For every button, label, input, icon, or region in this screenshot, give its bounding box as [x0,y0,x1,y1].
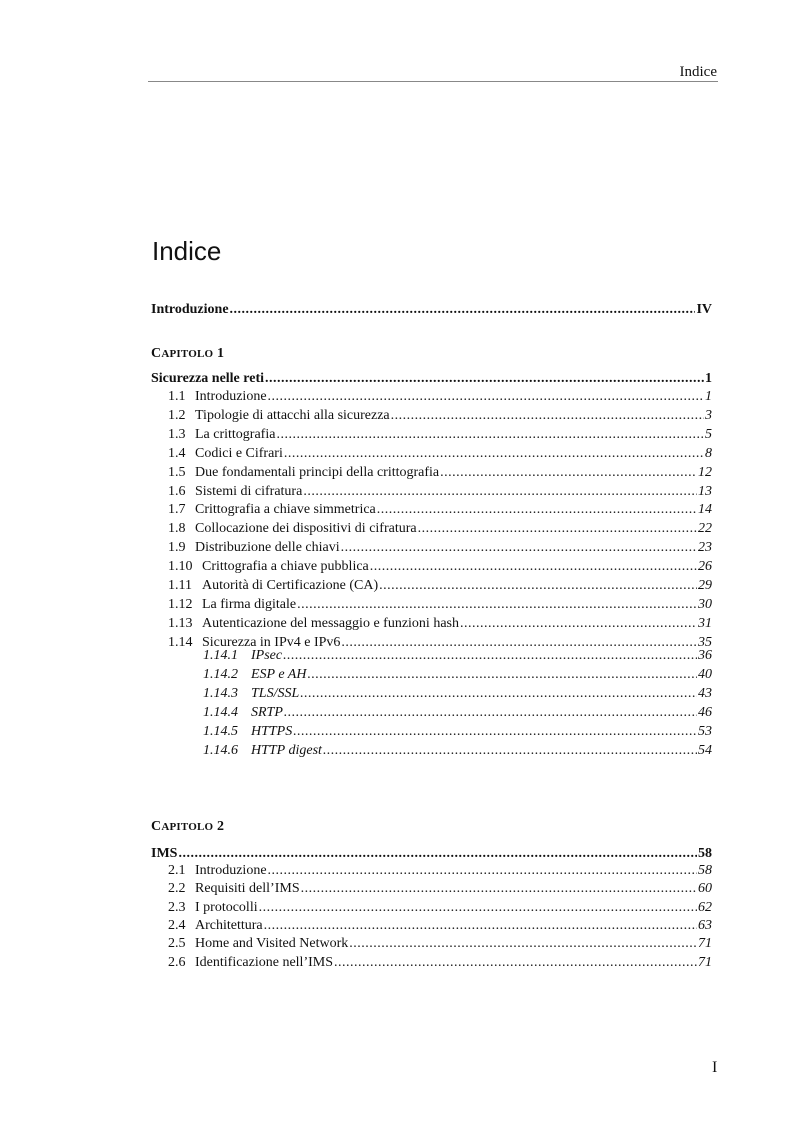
toc-entry-number: 1.9 [168,540,186,556]
header-rule [148,81,718,82]
toc-entry-title: SRTP [251,704,283,720]
toc-entry[interactable] [168,445,712,463]
running-header-title: Indice [679,64,717,80]
toc-entry-title: Architettura [195,917,263,933]
toc-entry-title: Autenticazione del messaggio e funzioni hash [202,615,459,631]
toc-entry[interactable] [168,407,712,425]
toc-entry-number: 2.4 [168,917,186,933]
toc-entry-number: 2.6 [168,954,186,970]
toc-entry[interactable] [168,464,712,482]
toc-entry-page: 30 [698,596,712,612]
dot-leader [301,880,697,898]
toc-chapter-2[interactable] [151,845,712,863]
toc-entry-number: 1.5 [168,464,186,480]
toc-entry-page: 46 [698,704,712,720]
toc-entry-title: Identificazione nell’IMS [195,954,334,970]
dot-leader [284,704,697,722]
toc-entry[interactable] [203,666,712,684]
dot-leader [377,501,697,519]
toc-entry-number: 1.1 [168,389,186,404]
toc-entry[interactable] [203,647,712,665]
page-number: I [712,1059,718,1076]
toc-entry-number: 2.1 [168,863,186,878]
toc-entry-page: 40 [698,666,712,682]
toc-entry[interactable] [168,954,712,972]
chapter-2-label: CAPITOLO 2 [151,819,225,834]
dot-leader [293,723,697,741]
dot-leader [283,647,697,665]
toc-entry-page: 54 [698,742,712,758]
toc-entry[interactable] [168,520,712,538]
toc-entry-number: 1.4 [168,445,186,461]
dot-leader [379,577,697,595]
toc-entry-page: 60 [698,881,712,897]
toc-entry[interactable] [168,615,712,633]
toc-entry-title: HTTP digest [251,742,322,758]
dot-leader [418,520,697,538]
toc-entry-introduzione[interactable] [151,301,712,319]
dot-leader [370,558,697,576]
toc-entry[interactable] [168,388,712,406]
chapter-1-label: CAPITOLO 1 [151,346,225,361]
toc-entry-title: Crittografia a chiave simmetrica [195,502,376,518]
toc-entry-page: 31 [698,615,712,631]
toc-entry-number: 1.14 [168,634,193,650]
dot-leader [284,445,704,463]
toc-entry[interactable] [203,704,712,722]
dot-leader [303,483,697,501]
toc-entry-title: ESP e AH [251,666,307,682]
toc-entry-number: 2.3 [168,899,186,915]
toc-entry-number: 1.6 [168,483,186,499]
toc-entry-number: 1.8 [168,521,186,537]
toc-entry-title: Sicurezza in IPv4 e IPv6 [202,634,341,650]
toc-entry-page: 3 [705,407,712,423]
dot-leader [297,596,697,614]
toc-entry-number: 1.10 [168,559,193,575]
toc-entry-title: Codici e Cifrari [195,445,283,461]
toc-entry[interactable] [168,899,712,917]
toc-entry-number: 1.13 [168,615,193,631]
toc-entry-number: 1.2 [168,407,186,423]
toc-entry-page: 43 [698,685,712,701]
toc-entry[interactable] [168,539,712,557]
dot-leader [264,917,697,935]
toc-entry-number: 2.5 [168,936,186,952]
toc-entry[interactable] [203,742,712,760]
toc-entry-title: Introduzione [151,302,229,317]
toc-entry[interactable] [168,862,712,880]
dot-leader [265,370,704,388]
toc-entry-page: 14 [698,502,712,518]
toc-entry-page: 63 [698,917,712,933]
toc-entry-title: Introduzione [195,863,267,878]
toc-entry-title: IPsec [251,648,283,663]
dot-leader [391,407,704,425]
toc-entry-page: 29 [698,578,712,593]
toc-entry-number: 1.14.4 [203,704,238,720]
toc-entry-title: Distribuzione delle chiavi [195,540,340,556]
toc-entry-page: 12 [698,464,712,480]
page-title: Indice [152,236,222,266]
toc-entry-title: La crittografia [195,426,276,442]
toc-entry-title: Autorità di Certificazione (CA) [202,578,379,593]
dot-leader [276,426,704,444]
toc-entry[interactable] [203,723,712,741]
dot-leader [259,899,697,917]
toc-entry-page: 13 [698,483,712,499]
toc-entry[interactable] [168,596,712,614]
toc-entry[interactable] [203,685,712,703]
dot-leader [178,845,697,863]
toc-entry-page: 36 [698,648,712,663]
toc-entry-number: 1.14.3 [203,685,238,701]
toc-entry-page: IV [696,302,712,317]
dot-leader [349,935,697,953]
toc-entry-number: 1.7 [168,502,186,518]
dot-leader [341,539,697,557]
toc-entry-number: 1.12 [168,596,193,612]
toc-entry-page: 8 [705,445,712,461]
toc-chapter-1[interactable] [151,370,712,388]
dot-leader [440,464,697,482]
toc-entry-number: 1.14.1 [203,648,238,663]
toc-entry-title: La firma digitale [202,596,297,612]
toc-entry-title: HTTPS [251,723,293,739]
toc-entry-title: Home and Visited Network [195,936,349,952]
toc-entry[interactable] [168,558,712,576]
dot-leader [323,742,697,760]
toc-entry-title: Tipologie di attacchi alla sicurezza [195,407,390,423]
dot-leader [268,388,704,406]
toc-entry-page: 71 [698,954,712,970]
toc-entry[interactable] [168,501,712,519]
toc-entry-number: 2.2 [168,881,186,897]
dot-leader [307,666,697,684]
toc-chapter-title: Sicurezza nelle reti [151,371,264,386]
toc-entry-number: 1.14.2 [203,666,238,682]
toc-entry-title: I protocolli [195,899,258,915]
toc-entry[interactable] [168,917,712,935]
toc-entry-title: Due fondamentali principi della crittografia [195,464,440,480]
toc-entry-title: Introduzione [195,389,267,404]
toc-entry[interactable] [168,426,712,444]
toc-entry-number: 1.3 [168,426,186,442]
toc-entry-title: Collocazione dei dispositivi di cifratura [195,521,417,537]
toc-entry[interactable] [168,577,712,595]
toc-entry-title: TLS/SSL [251,685,300,701]
toc-entry[interactable] [168,935,712,953]
dot-leader [334,954,697,972]
dot-leader [268,862,697,880]
toc-entry-number: 1.14.6 [203,742,238,758]
toc-entry-number: 1.14.5 [203,723,238,739]
toc-entry-title: Sistemi di cifratura [195,483,303,499]
toc-entry-page: 35 [698,634,712,650]
toc-entry-page: 62 [698,899,712,915]
toc-entry-page: 58 [698,863,712,878]
toc-entry-number: 1.11 [168,578,192,593]
dot-leader [230,301,696,319]
toc-entry-page: 1 [705,389,712,404]
toc-entry-page: 22 [698,521,712,537]
toc-entry-page: 23 [698,540,712,556]
toc-chapter-page: 58 [698,846,712,861]
dot-leader [460,615,697,633]
toc-entry-title: Crittografia a chiave pubblica [202,559,369,575]
toc-entry-page: 71 [698,936,712,952]
toc-entry-page: 53 [698,723,712,739]
toc-entry[interactable] [168,880,712,898]
toc-entry-page: 5 [705,426,712,442]
dot-leader [300,685,697,703]
toc-entry[interactable] [168,483,712,501]
toc-entry-page: 26 [698,559,712,575]
toc-entry-title: Requisiti dell’IMS [195,881,300,897]
toc-chapter-page: 1 [705,371,712,386]
toc-chapter-title: IMS [151,846,178,861]
